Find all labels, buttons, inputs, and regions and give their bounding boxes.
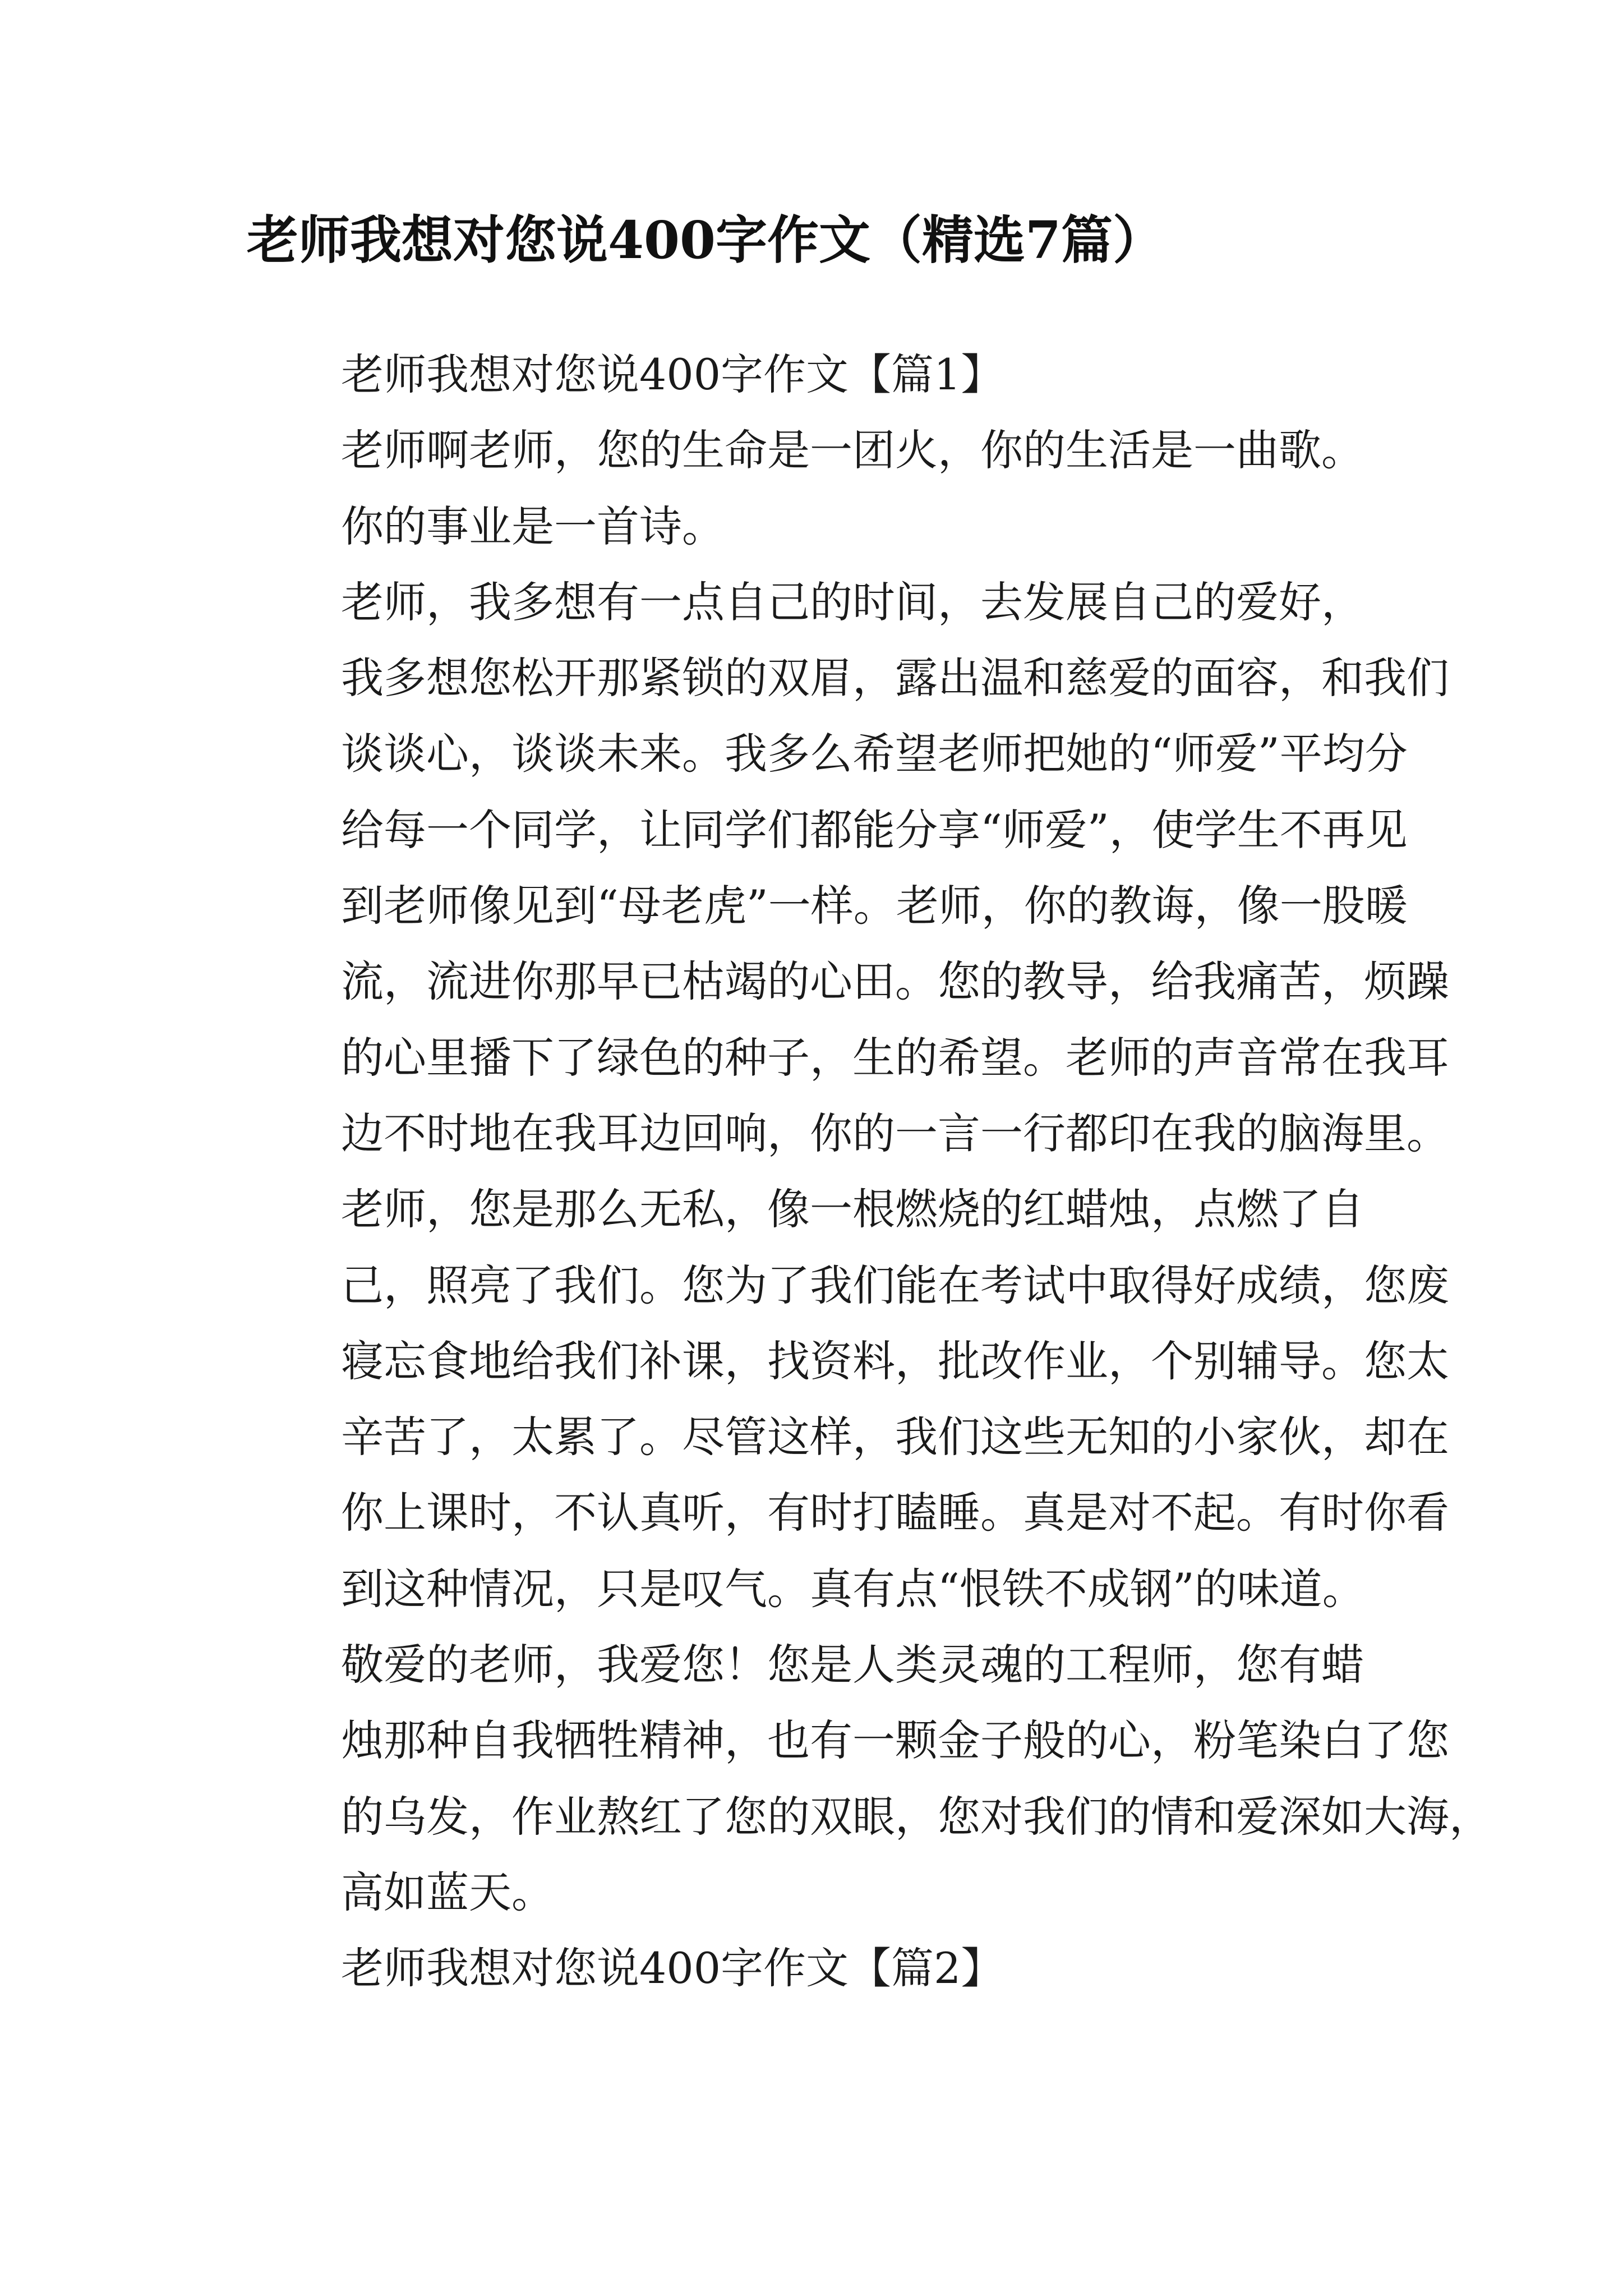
text-line: 高如蓝天。 xyxy=(341,1867,554,1917)
document-body xyxy=(248,337,1492,2007)
text-line: 流，流进你那早已枯竭的心田。您的教导，给我痛苦，烦躁 xyxy=(341,956,1449,1007)
body-paragraph xyxy=(248,564,1449,1171)
section-heading xyxy=(248,337,1404,412)
text-line: 老师我想对您说400字作文【篇1】 xyxy=(341,349,1004,399)
text-line: 己，照亮了我们。您为了我们能在考试中取得好成绩，您废 xyxy=(341,1260,1449,1310)
text-line: 你的事业是一首诗。 xyxy=(341,501,725,551)
section-heading xyxy=(248,1930,1404,2006)
text-line: 敬爱的老师，我爱您！您是人类灵魂的工程师，您有蜡 xyxy=(341,1640,1364,1690)
text-line: 给每一个同学，让同学们都能分享“师爱”，使学生不再见 xyxy=(341,804,1408,855)
text-line: 你上课时，不认真听，有时打瞌睡。真是对不起。有时你看 xyxy=(341,1488,1449,1538)
text-line: 老师啊老师，您的生命是一团火，你的生活是一曲歌。 xyxy=(341,425,1364,476)
text-line: 辛苦了，太累了。尽管这样，我们这些无知的小家伙，却在 xyxy=(341,1412,1449,1462)
body-paragraph xyxy=(248,1627,1492,1930)
text-line: 老师我想对您说400字作文【篇2】 xyxy=(341,1943,1004,1994)
text-line: 寝忘食地给我们补课，找资料，批改作业，个别辅导。您太 xyxy=(341,1336,1449,1386)
text-line: 老师，我多想有一点自己的时间，去发展自己的爱好， xyxy=(341,577,1364,627)
body-paragraph xyxy=(248,1171,1449,1627)
text-line: 老师，您是那么无私，像一根燃烧的红蜡烛，点燃了自 xyxy=(341,1184,1364,1235)
text-line: 到老师像见到“母老虎”一样。老师，你的教诲，像一股暖 xyxy=(341,881,1408,931)
text-line: 的乌发，作业熬红了您的双眼，您对我们的情和爱深如大海， xyxy=(341,1791,1492,1842)
text-line: 谈谈心，谈谈未来。我多么希望老师把她的“师爱”平均分 xyxy=(341,729,1408,779)
text-line: 的心里播下了绿色的种子，生的希望。老师的声音常在我耳 xyxy=(341,1032,1449,1083)
text-line: 到这种情况，只是叹气。真有点“恨铁不成钢”的味道。 xyxy=(341,1563,1365,1614)
body-paragraph xyxy=(248,412,1404,564)
text-line: 边不时地在我耳边回响，你的一言一行都印在我的脑海里。 xyxy=(341,1108,1449,1158)
document-title: 老师我想对您说400字作文（精选7篇） xyxy=(247,210,1165,270)
text-line: 我多想您松开那紧锁的双眉，露出温和慈爱的面容，和我们 xyxy=(341,653,1449,703)
text-line: 烛那种自我牺牲精神，也有一颗金子般的心，粉笔染白了您 xyxy=(341,1715,1449,1766)
